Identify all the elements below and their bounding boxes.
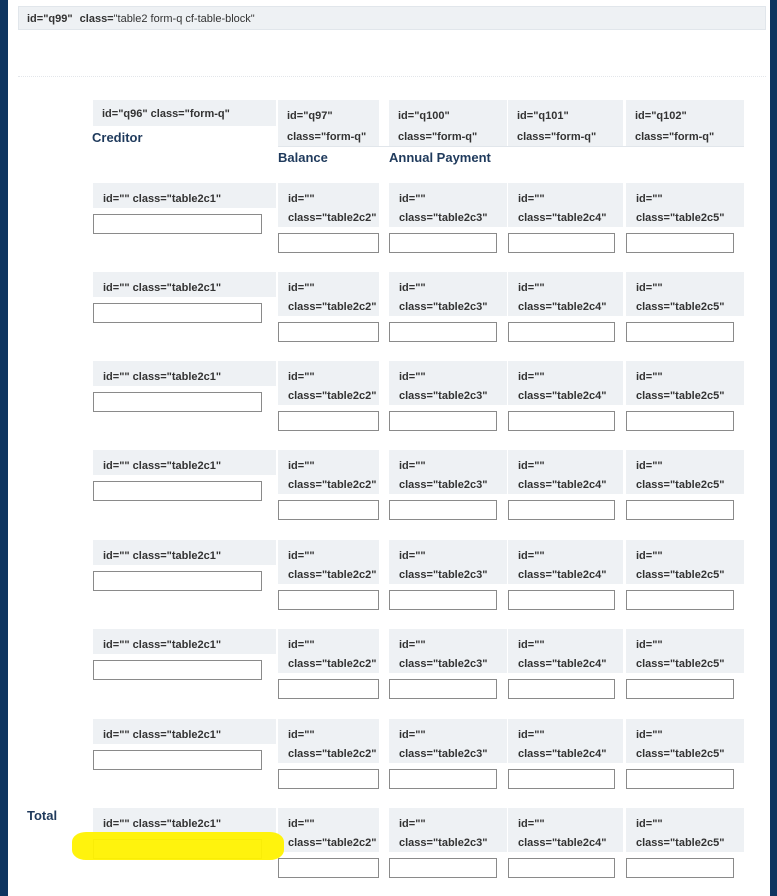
cell-class: class="table2c4": [518, 479, 607, 491]
cell-tag-c2: [278, 361, 379, 405]
cell-id: id="": [636, 460, 663, 472]
highlight-marker: [72, 832, 284, 860]
col5-input[interactable]: [626, 679, 734, 699]
col5-input[interactable]: [626, 769, 734, 789]
creditor-input[interactable]: [93, 303, 262, 323]
cell-tag-c1: id="" class="table2c1": [93, 450, 276, 476]
cell-tag-c4: [508, 629, 623, 673]
block-id-prefix: id="q99": [27, 13, 73, 25]
creditor-input[interactable]: [93, 214, 262, 234]
cell-tag-c4: [508, 450, 623, 494]
cell-class: class="table2c3": [399, 479, 488, 491]
header-class: class="form-q": [635, 131, 715, 143]
cell-class: class="table2c5": [636, 301, 725, 313]
cell-tag-c1: id="" class="table2c1": [93, 272, 276, 298]
annual-payment-input[interactable]: [389, 411, 497, 431]
cell-id: id="": [518, 818, 545, 830]
header-label-col1: Creditor: [92, 130, 143, 145]
cell-class: class="table2c5": [636, 212, 725, 224]
cell-id: id="": [518, 550, 545, 562]
cell-class: class="table2c2": [288, 837, 377, 849]
cell-tag-c3: [389, 540, 507, 584]
cell-tag-c5: [626, 450, 744, 494]
cell-class: class="table2c4": [518, 748, 607, 760]
cell-id: id="": [518, 729, 545, 741]
cell-tag-c2: [278, 808, 379, 852]
cell-tag-c3: [389, 272, 507, 316]
cell-class: class="table2c5": [636, 390, 725, 402]
balance-input[interactable]: [278, 233, 379, 253]
header-id: id="q102": [635, 110, 687, 122]
cell-id: id="": [288, 460, 315, 472]
cell-class: class="table2c2": [288, 479, 377, 491]
col4-input[interactable]: [508, 322, 615, 342]
cell-id: id="": [636, 818, 663, 830]
cell-class: class="table2c5": [636, 748, 725, 760]
cell-tag-c5: [626, 629, 744, 673]
cell-tag-c5: [626, 808, 744, 852]
total-col4-input[interactable]: [508, 858, 615, 878]
cell-class: class="table2c2": [288, 390, 377, 402]
cell-id: id="": [288, 550, 315, 562]
cell-tag-c5: [626, 361, 744, 405]
header-class: class="form-q": [398, 131, 478, 143]
header-tag-col2: [278, 100, 379, 146]
cell-tag-c4: [508, 183, 623, 227]
cell-class: class="table2c4": [518, 837, 607, 849]
cell-tag-c2: [278, 540, 379, 584]
col5-input[interactable]: [626, 590, 734, 610]
header-id: id="q100": [398, 110, 450, 122]
block-class-value: "table2 form-q cf-table-block": [113, 13, 255, 25]
balance-input[interactable]: [278, 769, 379, 789]
cell-tag-c4: [508, 719, 623, 763]
cell-tag-c5: [626, 540, 744, 584]
cell-tag-c3: [389, 808, 507, 852]
creditor-input[interactable]: [93, 660, 262, 680]
cell-tag-c2: [278, 183, 379, 227]
cell-tag-c1: id="" class="table2c1": [93, 183, 276, 209]
cell-id: id="": [399, 460, 426, 472]
cell-class: class="table2c3": [399, 390, 488, 402]
table-block-header: [18, 6, 766, 30]
annual-payment-input[interactable]: [389, 322, 497, 342]
cell-id: id="": [518, 282, 545, 294]
total-col5-input[interactable]: [626, 858, 734, 878]
header-id: id="q97": [287, 110, 333, 122]
annual-payment-input[interactable]: [389, 500, 497, 520]
cell-tag-c2: [278, 629, 379, 673]
total-annual-payment-input[interactable]: [389, 858, 497, 878]
creditor-input[interactable]: [93, 392, 262, 412]
cell-tag-c5: [626, 183, 744, 227]
cell-id: id="": [636, 550, 663, 562]
creditor-input[interactable]: [93, 481, 262, 501]
col5-input[interactable]: [626, 411, 734, 431]
cell-class: class="table2c5": [636, 837, 725, 849]
total-balance-input[interactable]: [278, 858, 379, 878]
cell-class: class="table2c5": [636, 658, 725, 670]
header-tag-col1: [93, 100, 276, 126]
cell-class: class="table2c2": [288, 569, 377, 581]
cell-id: id="": [518, 460, 545, 472]
cell-tag-c3: [389, 450, 507, 494]
cell-tag-c3: [389, 361, 507, 405]
annual-payment-input[interactable]: [389, 233, 497, 253]
cell-class: class="table2c3": [399, 658, 488, 670]
cell-id: id="": [399, 282, 426, 294]
cell-class: class="table2c2": [288, 658, 377, 670]
cell-id: id="": [636, 729, 663, 741]
cell-id: id="": [518, 193, 545, 205]
cell-class: class="table2c4": [518, 390, 607, 402]
cell-tag-c4: [508, 361, 623, 405]
cell-class: class="table2c4": [518, 212, 607, 224]
cell-class: class="table2c3": [399, 748, 488, 760]
cell-class: class="table2c3": [399, 212, 488, 224]
cell-id: id="": [288, 193, 315, 205]
cell-id: id="": [399, 371, 426, 383]
cell-tag-c4: [508, 808, 623, 852]
header-tag-col4: [508, 100, 623, 146]
annual-payment-input[interactable]: [389, 590, 497, 610]
col4-input[interactable]: [508, 411, 615, 431]
header-label-col2: Balance: [278, 150, 328, 165]
cell-tag-c1: id="" class="table2c1": [93, 808, 276, 834]
col5-input[interactable]: [626, 500, 734, 520]
cell-id: id="": [288, 371, 315, 383]
col4-input[interactable]: [508, 679, 615, 699]
col4-input[interactable]: [508, 590, 615, 610]
cell-id: id="": [636, 371, 663, 383]
cell-class: class="table2c5": [636, 479, 725, 491]
cell-id: id="": [636, 639, 663, 651]
annual-payment-input[interactable]: [389, 679, 497, 699]
header-tag-col3: [389, 100, 507, 146]
balance-input[interactable]: [278, 590, 379, 610]
cell-tag-c5: [626, 719, 744, 763]
cell-tag-c5: [626, 272, 744, 316]
cell-id: id="": [636, 282, 663, 294]
balance-input[interactable]: [278, 679, 379, 699]
cell-id: id="": [399, 729, 426, 741]
cell-class: class="table2c2": [288, 748, 377, 760]
cell-id: id="": [518, 371, 545, 383]
cell-tag-c1: id="" class="table2c1": [93, 629, 276, 655]
cell-id: id="": [288, 282, 315, 294]
cell-class: class="table2c4": [518, 569, 607, 581]
cell-class: class="table2c2": [288, 212, 377, 224]
cell-class: class="table2c3": [399, 837, 488, 849]
cell-id: id="": [399, 639, 426, 651]
section-divider: [18, 76, 766, 77]
col5-input[interactable]: [626, 322, 734, 342]
cell-tag-c1: id="" class="table2c1": [93, 540, 276, 566]
creditor-input[interactable]: [93, 571, 262, 591]
col5-input[interactable]: [626, 233, 734, 253]
cell-tag-c3: [389, 629, 507, 673]
cell-class: class="table2c4": [518, 301, 607, 313]
cell-tag-c4: [508, 540, 623, 584]
cell-tag-c2: [278, 272, 379, 316]
cell-tag-c1: id="" class="table2c1": [93, 719, 276, 745]
cell-id: id="": [288, 639, 315, 651]
cell-id: id="": [636, 193, 663, 205]
header-separator: [278, 146, 744, 147]
col4-input[interactable]: [508, 500, 615, 520]
header-class: class="form-q": [150, 108, 230, 120]
cell-id: id="": [399, 818, 426, 830]
header-id: id="q96": [102, 108, 148, 120]
cell-id: id="": [288, 729, 315, 741]
balance-input[interactable]: [278, 411, 379, 431]
cell-tag-c4: [508, 272, 623, 316]
cell-tag-c1: id="" class="table2c1": [93, 361, 276, 387]
cell-id: id="": [518, 639, 545, 651]
header-class: class="form-q": [287, 131, 367, 143]
col4-input[interactable]: [508, 233, 615, 253]
cell-tag-c2: [278, 450, 379, 494]
cell-id: id="": [399, 550, 426, 562]
cell-tag-c3: [389, 719, 507, 763]
cell-id: id="": [399, 193, 426, 205]
balance-input[interactable]: [278, 322, 379, 342]
cell-class: class="table2c4": [518, 658, 607, 670]
block-class-prefix: class=: [79, 13, 114, 25]
cell-class: class="table2c5": [636, 569, 725, 581]
header-class: class="form-q": [517, 131, 597, 143]
cell-class: class="table2c3": [399, 301, 488, 313]
cell-class: class="table2c2": [288, 301, 377, 313]
creditor-input[interactable]: [93, 750, 262, 770]
cell-tag-c2: [278, 719, 379, 763]
cell-tag-c3: [389, 183, 507, 227]
header-id: id="q101": [517, 110, 569, 122]
col4-input[interactable]: [508, 769, 615, 789]
cell-class: class="table2c3": [399, 569, 488, 581]
total-label: Total: [27, 808, 58, 823]
balance-input[interactable]: [278, 500, 379, 520]
header-label-col3: Annual Payment: [389, 150, 491, 165]
cell-id: id="": [288, 818, 315, 830]
annual-payment-input[interactable]: [389, 769, 497, 789]
header-tag-col5: [626, 100, 744, 146]
